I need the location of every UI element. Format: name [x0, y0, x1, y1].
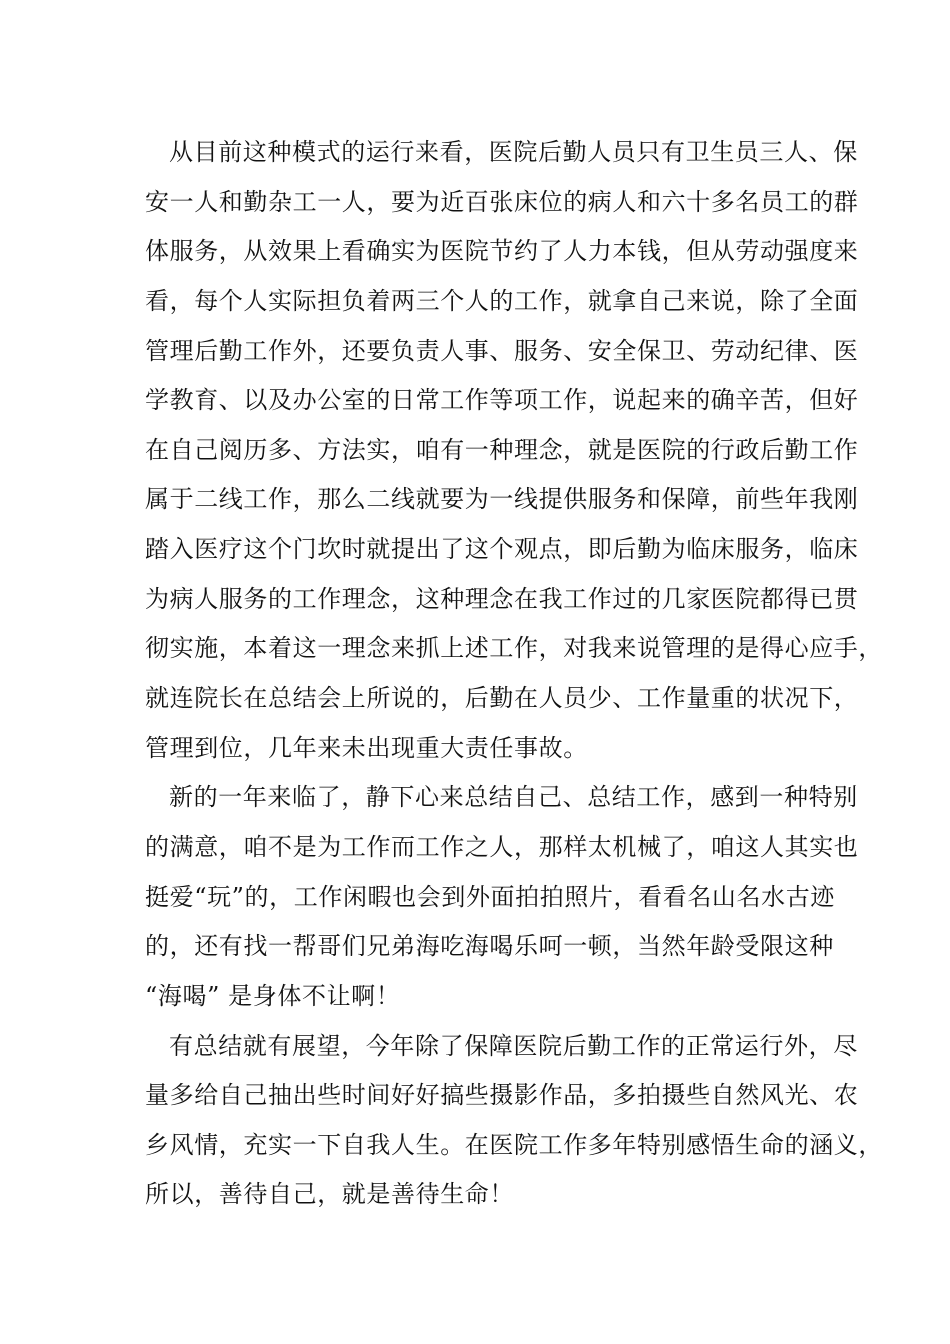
text-line: “海喝” 是身体不让啊！: [145, 981, 401, 1010]
text-line: 有总结就有展望，今年除了保障医院后勤工作的正常运行外，尽: [169, 1031, 858, 1060]
text-line: 学教育、以及办公室的日常工作等项工作，说起来的确辛苦，但好: [145, 386, 859, 415]
text-line: 在自己阅历多、方法实，咱有一种理念，就是医院的行政后勤工作: [145, 435, 859, 464]
text-line: 为病人服务的工作理念，这种理念在我工作过的几家医院都得已贯: [145, 584, 859, 613]
text-line: 管理后勤工作外，还要负责人事、服务、安全保卫、劳动纪律、医: [145, 336, 859, 365]
text-line: 新的一年来临了，静下心来总结自己、总结工作，感到一种特别: [169, 783, 858, 812]
text-line: 就连院长在总结会上所说的，后勤在人员少、工作量重的状况下，: [145, 684, 859, 713]
text-line: 看，每个人实际担负着两三个人的工作，就拿自己来说，除了全面: [145, 286, 859, 315]
paragraph-3: [145, 1022, 883, 1221]
text-line: 所以，善待自己，就是善待生命！: [145, 1180, 514, 1209]
text-line: 安一人和勤杂工一人，要为近百张床位的病人和六十多名员工的群: [145, 187, 859, 216]
paragraph-1: [145, 128, 883, 773]
text-line: 踏入医疗这个门坎时就提出了这个观点，即后勤为临床服务，临床: [145, 535, 859, 564]
text-line: 彻实施，本着这一理念来抓上述工作，对我来说管理的是得心应手，: [145, 634, 883, 663]
document-body: [145, 128, 883, 1220]
text-line: 管理到位，几年来未出现重大责任事故。: [145, 733, 588, 762]
text-line: 量多给自己抽出些时间好好搞些摄影作品，多拍摄些自然风光、农: [145, 1081, 859, 1110]
text-line: 挺爱“玩”的，工作闲暇也会到外面拍拍照片，看看名山名水古迹: [145, 882, 835, 911]
text-line: 属于二线工作，那么二线就要为一线提供服务和保障，前些年我刚: [145, 485, 859, 514]
text-line: 乡风情，充实一下自我人生。在医院工作多年特别感悟生命的涵义，: [145, 1130, 883, 1159]
paragraph-2: [145, 773, 859, 1021]
text-line: 体服务，从效果上看确实为医院节约了人力本钱，但从劳动强度来: [145, 237, 859, 266]
text-line: 的，还有找一帮哥们兄弟海吃海喝乐呵一顿，当然年龄受限这种: [145, 932, 834, 961]
text-line: 从目前这种模式的运行来看，医院后勤人员只有卫生员三人、保: [169, 138, 858, 166]
text-line: 的满意，咱不是为工作而工作之人，那样太机械了，咱这人其实也: [145, 832, 859, 861]
